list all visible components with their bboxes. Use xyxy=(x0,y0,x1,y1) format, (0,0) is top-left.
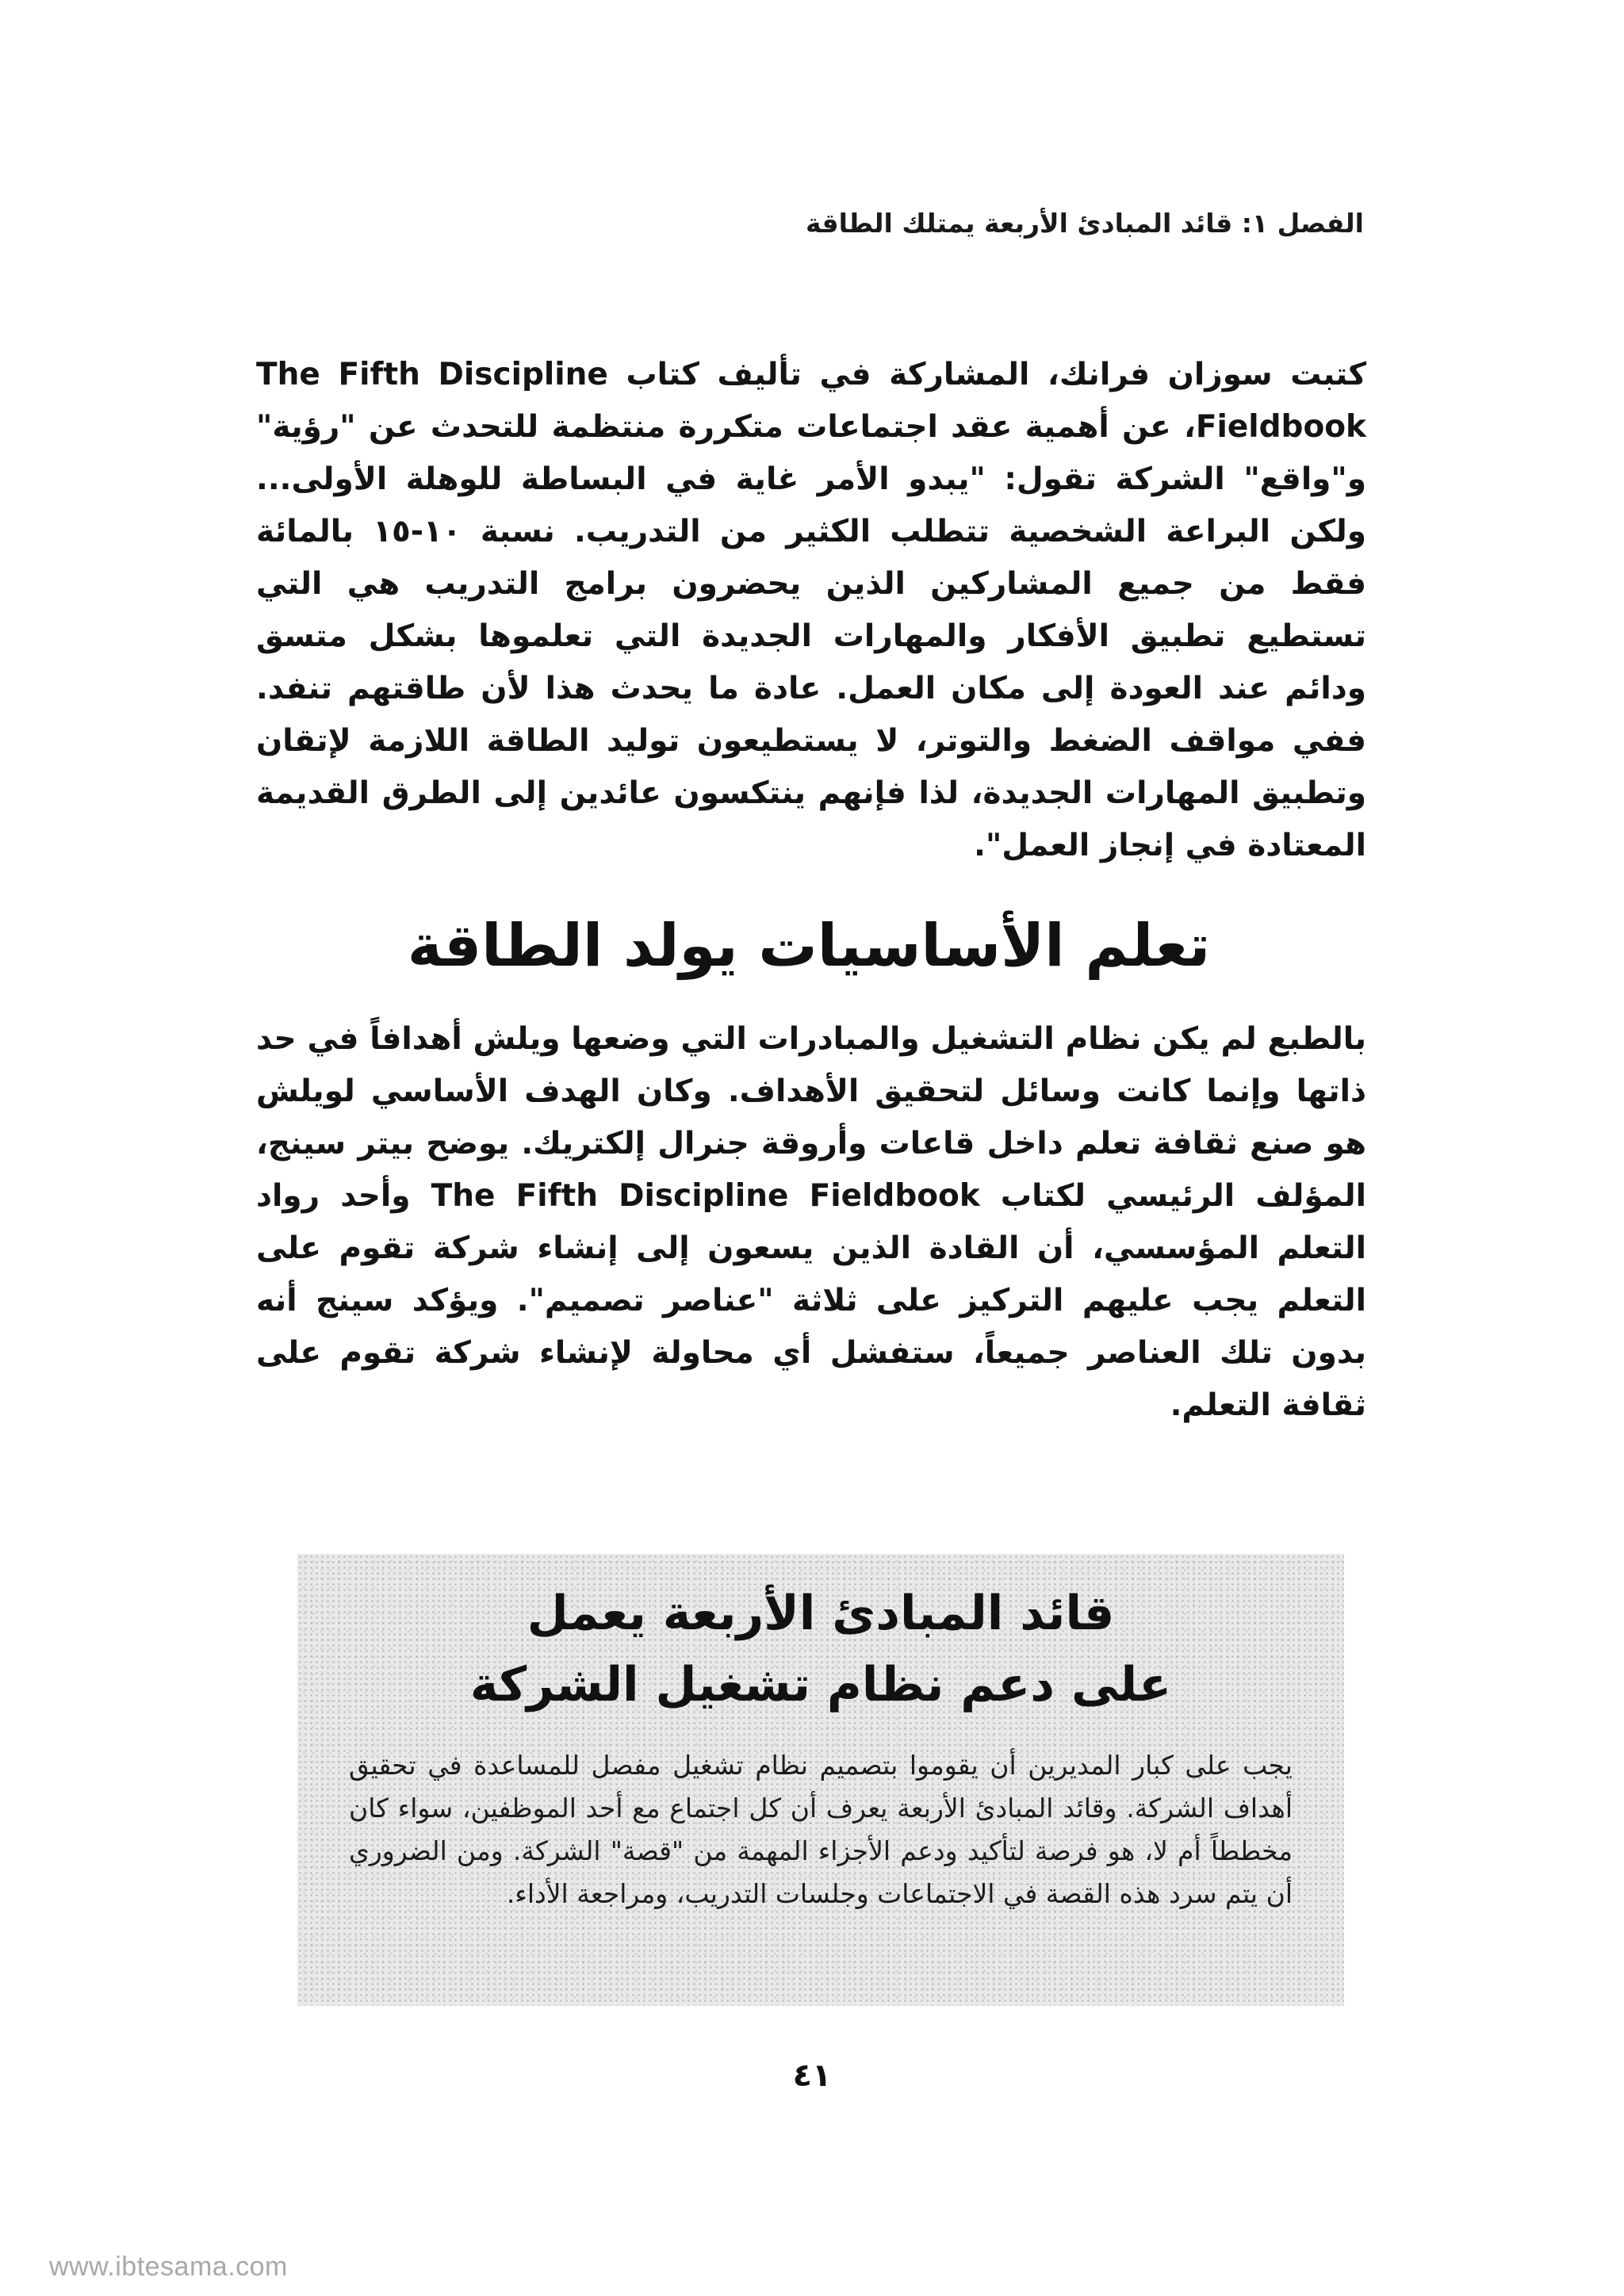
body-paragraph-2: بالطبع لم يكن نظام التشغيل والمبادرات التي وضعها ويلش أهدافاً في حد ذاتها وإنما كانت وسائل لتحقيق الأهداف. وكان الهدف الأساسي لويلش هو صنع ثقافة تعلم داخل قاعات وأروقة جنرال إلكتريك. يوضح بيتر سينج، المؤلف الرئيسي لكتاب The Fifth Discipline Fieldbook وأحد رواد التعلم المؤسسي، أن القادة الذين يسعون إلى إنشاء شركة تقوم على التعلم يجب عليهم التركيز على ثلاثة "عناصر تصميم". ويؤكد سينج أنه بدون تلك العناصر جميعاً، ستفشل أي محاولة لإنشاء شركة تقوم على ثقافة التعلم. xyxy=(256,1021,1366,1423)
page-number: ٤١ xyxy=(792,2057,832,2094)
section-heading: تعلم الأساسيات يولد الطاقة xyxy=(407,912,1211,980)
running-header: الفصل ١: قائد المبادئ الأربعة يمتلك الطاقة xyxy=(806,208,1364,239)
sidebar-text: يجب على كبار المديرين أن يقوموا بتصميم نظام تشغيل مفصل للمساعدة في تحقيق أهداف الشركة. وقائد المبادئ الأربعة يعرف أن كل اجتماع مع أحد الموظفين، سواء كان مخططاً أم لا، هو فرصة لتأكيد ودعم الأجزاء المهمة من "قصة" الشركة. ومن الضروري أن يتم سرد هذه القصة في الاجتماعات وجلسات التدريب، ومراجعة الأداء. xyxy=(349,1750,1293,1909)
sidebar-title-line-2: على دعم نظام تشغيل الشركة xyxy=(469,1657,1172,1712)
sidebar-box xyxy=(297,1554,1344,2006)
watermark-text: www.ibtesama.com xyxy=(49,2252,288,2282)
sidebar-title-line-1: قائد المبادئ الأربعة يعمل xyxy=(527,1586,1115,1641)
body-paragraph-1: كتبت سوزان فرانك، المشاركة في تأليف كتاب The Fifth Discipline Fieldbook، عن أهمية عقد اجتماعات متكررة منتظمة للتحدث عن "رؤية" و"واقع" الشركة تقول: "يبدو الأمر غاية في البساطة للوهلة الأولى... ولكن البراعة الشخصية تتطلب الكثير من التدريب. نسبة ١٠-١٥ بالمائة فقط من جميع المشاركين الذين يحضرون برامج التدريب هي التي تستطيع تطبيق الأفكار والمهارات الجديدة التي تعلموها بشكل متسق ودائم عند العودة إلى مكان العمل. عادة ما يحدث هذا لأن طاقتهم تنفد. ففي مواقف الضغط والتوتر، لا يستطيعون توليد الطاقة اللازمة لإتقان وتطبيق المهارات الجديدة، لذا فإنهم ينتكسون عائدين إلى الطرق القديمة المعتادة في إنجاز العمل". xyxy=(256,357,1366,863)
